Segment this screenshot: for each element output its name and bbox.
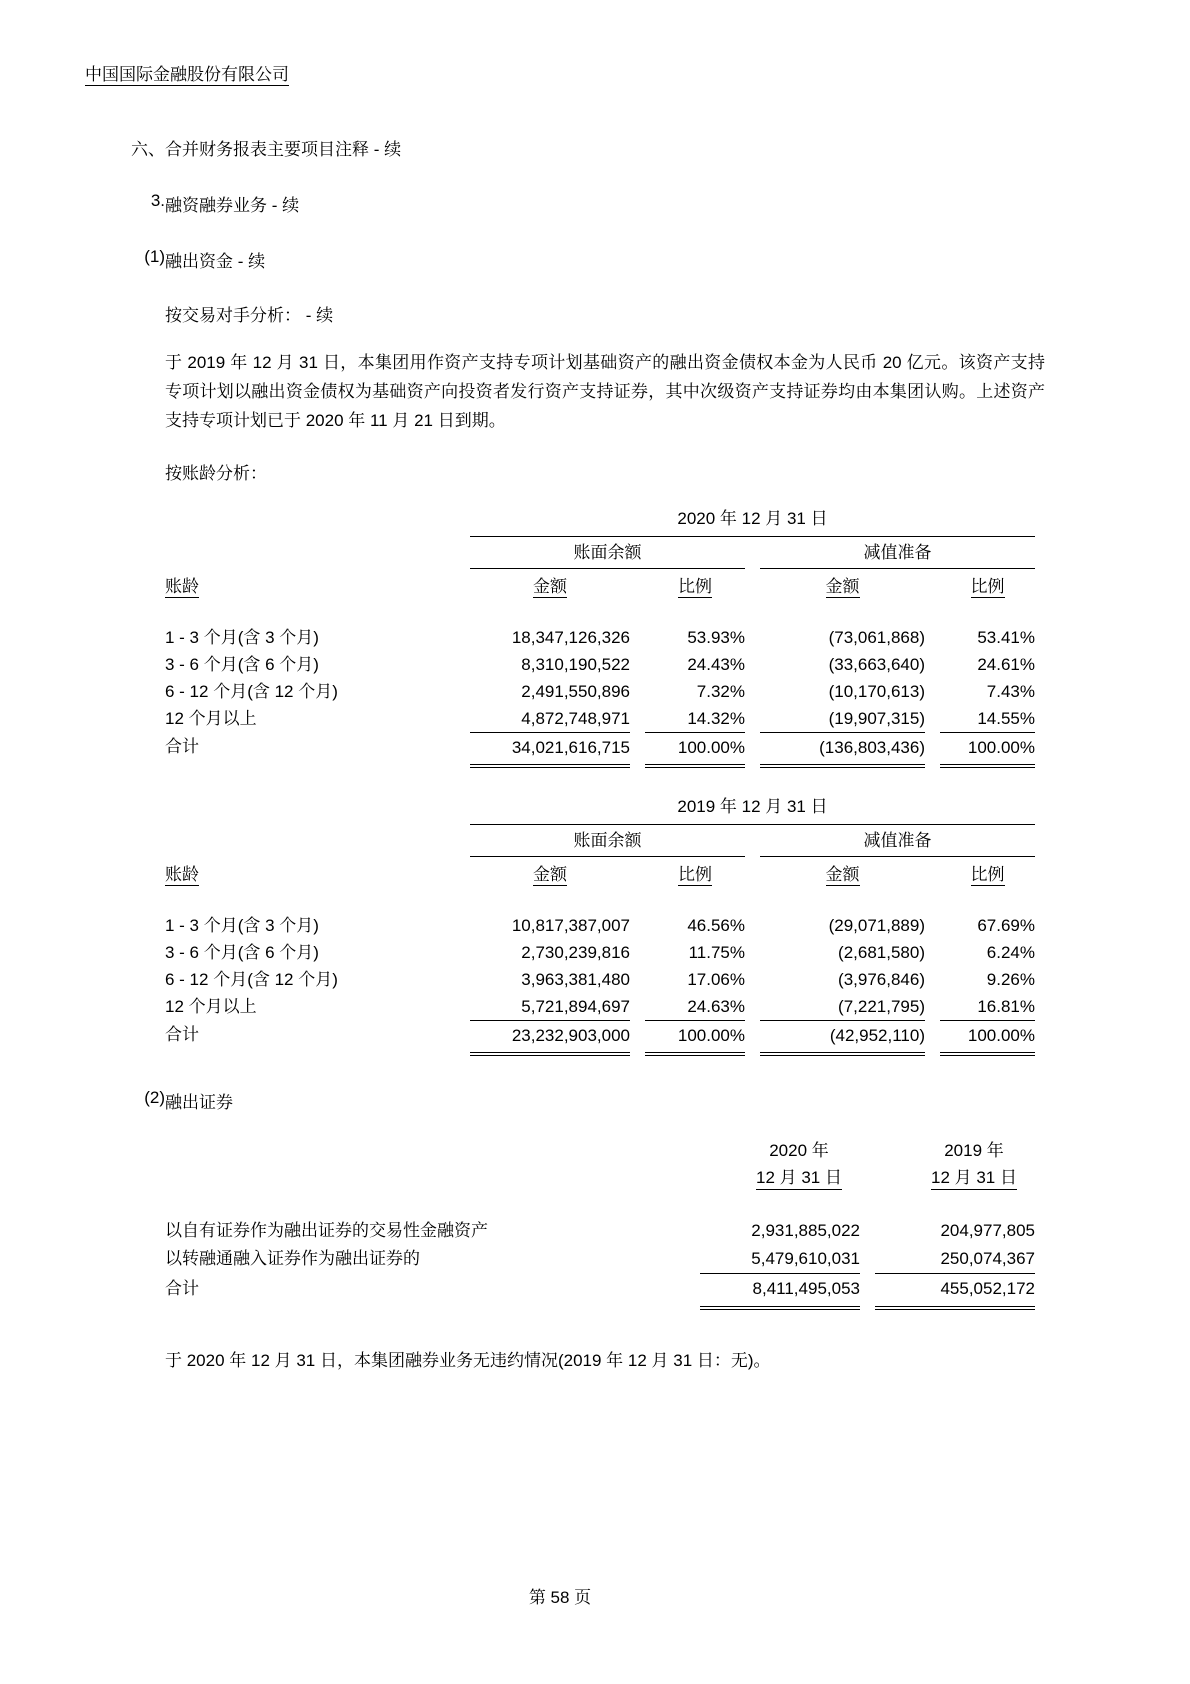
carrying-amount-cell: 18,347,126,326 xyxy=(511,628,630,647)
section-item1-title: 融出资金 - 续 xyxy=(165,252,266,271)
column-header-amount: 金额 xyxy=(825,577,860,596)
carrying-ratio-cell: 11.75% xyxy=(688,943,745,962)
spacer xyxy=(165,888,1035,912)
total-carrying-amount: 23,232,903,000 xyxy=(470,1020,630,1056)
counterparty-heading: 按交易对手分析： - 续 xyxy=(165,306,334,325)
impairment-amount-cell: (3,976,846) xyxy=(838,970,925,989)
group-header-carrying: 账面余额 xyxy=(470,537,745,569)
aging-row-label: 3 - 6 个月(含 6 个月) xyxy=(165,655,319,674)
column-header-ratio: 比例 xyxy=(970,577,1005,596)
value-2020-cell: 5,479,610,031 xyxy=(700,1245,860,1274)
carrying-amount-cell: 2,730,239,816 xyxy=(521,943,630,962)
column-header-aging: 账龄 xyxy=(165,577,199,596)
impairment-ratio-cell: 7.43% xyxy=(986,682,1035,701)
column-header-amount: 金额 xyxy=(533,865,567,884)
carrying-ratio-cell: 17.06% xyxy=(687,970,745,989)
aging-analysis-heading: 按账龄分析： xyxy=(165,464,267,483)
section-sub-title: 融资融券业务 - 续 xyxy=(165,196,300,215)
carrying-amount-cell: 3,963,381,480 xyxy=(521,970,630,989)
impairment-amount-cell: (29,071,889) xyxy=(828,916,925,935)
table-date-header: 2020 年 12 月 31 日 xyxy=(470,507,1035,537)
value-2019-cell: 250,074,367 xyxy=(875,1245,1035,1274)
section-sub xyxy=(95,191,1190,216)
column-header-amount: 金额 xyxy=(825,865,860,884)
total-impairment-amount: (42,952,110) xyxy=(760,1020,925,1056)
company-name: 中国国际金融股份有限公司 xyxy=(85,65,289,84)
aging-row-label: 12 个月以上 xyxy=(165,997,257,1016)
section-main-title: 合并财务报表主要项目注释 - 续 xyxy=(165,140,402,159)
carrying-amount-cell: 10,817,387,007 xyxy=(511,916,630,935)
column-header-2019: 2019 年 12 月 31 日 xyxy=(875,1137,1035,1191)
total-row-label: 合计 xyxy=(165,1279,199,1298)
total-carrying-amount: 34,021,616,715 xyxy=(470,732,630,768)
carrying-amount-cell: 8,310,190,522 xyxy=(521,655,630,674)
asset-backed-plan-paragraph: 于 2019 年 12 月 31 日，本集团用作资产支持专项计划基础资产的融出资金债权本金为人民币 20 亿元。该资产支持专项计划以融出资金债权为基础资产向投资者发行资产支持证券，其中次级资产支持证券均由本集团认购。上述资产支持专项计划已于 2020 年 11 月 21 日到期。 xyxy=(165,353,1045,430)
section-item1 xyxy=(95,247,1190,272)
spacer xyxy=(165,1191,1035,1217)
value-2020-cell: 2,931,885,022 xyxy=(751,1221,860,1240)
securities-table xyxy=(165,1137,1035,1310)
impairment-ratio-cell: 67.69% xyxy=(977,916,1035,935)
carrying-ratio-cell: 53.93% xyxy=(687,628,745,647)
aging-table-2020 xyxy=(165,507,1035,768)
aging-row-label: 6 - 12 个月(含 12 个月) xyxy=(165,682,338,701)
no-default-note: 于 2020 年 12 月 31 日，本集团融券业务无违约情况(2019 年 12 月 31 日：无)。 xyxy=(165,1351,771,1370)
impairment-ratio-cell: 53.41% xyxy=(977,628,1035,647)
aging-row-label: 6 - 12 个月(含 12 个月) xyxy=(165,970,338,989)
section-main xyxy=(95,135,1190,160)
empty-cell xyxy=(165,1137,685,1191)
impairment-amount-cell: (10,170,613) xyxy=(828,682,925,701)
spacer xyxy=(165,600,1035,624)
group-header-carrying: 账面余额 xyxy=(470,825,745,857)
securities-row-label: 以自有证券作为融出证券的交易性金融资产 xyxy=(165,1221,488,1240)
section-item2-title: 融出证券 xyxy=(165,1093,233,1112)
section-item2-number: (2) xyxy=(144,1088,165,1107)
total-impairment-ratio: 100.00% xyxy=(940,1020,1035,1056)
impairment-ratio-cell: 9.26% xyxy=(986,970,1035,989)
impairment-amount-cell: (7,221,795) xyxy=(838,997,925,1016)
column-header-ratio: 比例 xyxy=(678,577,712,596)
carrying-ratio-cell: 14.32% xyxy=(687,709,745,728)
group-header-impairment: 减值准备 xyxy=(760,537,1035,569)
total-carrying-ratio: 100.00% xyxy=(645,732,745,768)
section-item2 xyxy=(95,1088,1190,1113)
page-number: 第 58 页 xyxy=(528,1588,592,1607)
column-header-ratio: 比例 xyxy=(970,865,1005,884)
aging-row-label: 3 - 6 个月(含 6 个月) xyxy=(165,943,319,962)
table-date-header: 2019 年 12 月 31 日 xyxy=(470,795,1035,825)
impairment-amount-cell: (19,907,315) xyxy=(828,709,925,728)
impairment-amount-cell: (33,663,640) xyxy=(828,655,925,674)
total-carrying-ratio: 100.00% xyxy=(645,1020,745,1056)
impairment-ratio-cell: 14.55% xyxy=(977,709,1035,728)
column-header-amount: 金额 xyxy=(533,577,567,596)
carrying-ratio-cell: 24.63% xyxy=(687,997,745,1016)
total-value-2019: 455,052,172 xyxy=(875,1274,1035,1310)
aging-row-label: 12 个月以上 xyxy=(165,709,257,728)
total-value-2020: 8,411,495,053 xyxy=(700,1274,860,1310)
total-row-label: 合计 xyxy=(165,1025,199,1044)
column-header-ratio: 比例 xyxy=(678,865,712,884)
group-header-impairment: 减值准备 xyxy=(760,825,1035,857)
impairment-amount-cell: (73,061,868) xyxy=(828,628,925,647)
impairment-amount-cell: (2,681,580) xyxy=(838,943,925,962)
securities-row-label: 以转融通融入证券作为融出证券的 xyxy=(165,1249,420,1268)
carrying-amount-cell: 5,721,894,697 xyxy=(521,997,630,1016)
carrying-ratio-cell: 46.56% xyxy=(687,916,745,935)
aging-table-2019 xyxy=(165,795,1035,1056)
value-2019-cell: 204,977,805 xyxy=(940,1221,1035,1240)
aging-row-label: 1 - 3 个月(含 3 个月) xyxy=(165,916,319,935)
section-main-number: 六、 xyxy=(131,140,165,159)
column-header-aging: 账龄 xyxy=(165,865,199,884)
total-impairment-amount: (136,803,436) xyxy=(760,732,925,768)
impairment-ratio-cell: 24.61% xyxy=(977,655,1035,674)
carrying-ratio-cell: 7.32% xyxy=(696,682,745,701)
carrying-ratio-cell: 24.43% xyxy=(687,655,745,674)
section-item1-number: (1) xyxy=(144,247,165,266)
carrying-amount-cell: 4,872,748,971 xyxy=(521,709,630,728)
aging-row-label: 1 - 3 个月(含 3 个月) xyxy=(165,628,319,647)
impairment-ratio-cell: 6.24% xyxy=(986,943,1035,962)
column-header-2020: 2020 年 12 月 31 日 xyxy=(700,1137,860,1191)
section-sub-number: 3. xyxy=(150,191,165,210)
total-impairment-ratio: 100.00% xyxy=(940,732,1035,768)
carrying-amount-cell: 2,491,550,896 xyxy=(521,682,630,701)
impairment-ratio-cell: 16.81% xyxy=(977,997,1035,1016)
total-row-label: 合计 xyxy=(165,737,199,756)
